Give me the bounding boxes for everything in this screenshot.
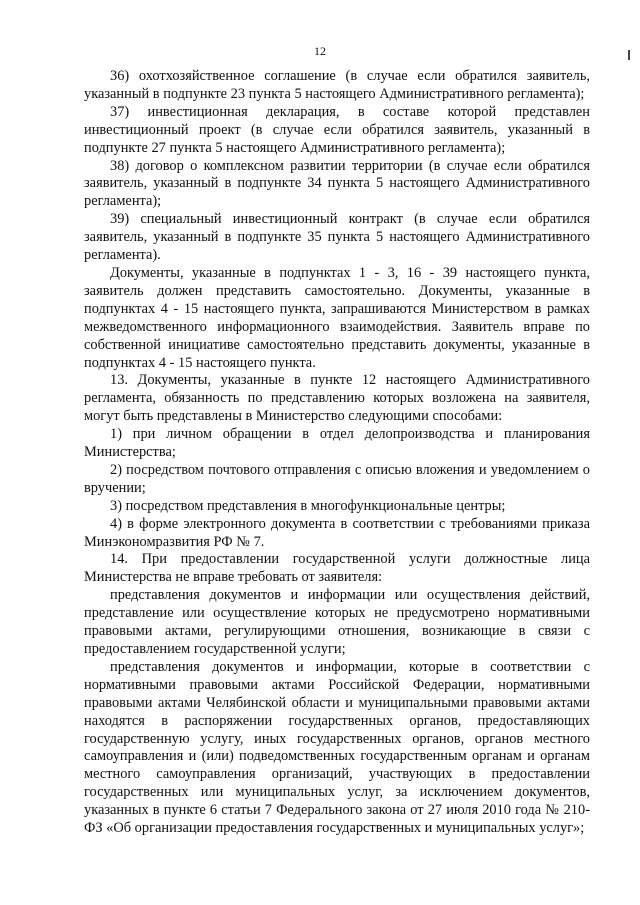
paragraph-method-4: 4) в форме электронного документа в соответствии с требованиями приказа Минэкономразвития РФ № 7.: [84, 515, 590, 550]
paragraph-method-2: 2) посредством почтового отправления с описью вложения и уведомлением о вручении;: [84, 461, 590, 496]
paragraph-section-14: 14. При предоставлении государственной услуги должностные лица Министерства не вправе требовать от заявителя:: [84, 551, 590, 586]
paragraph-prohibition-2: представления документов и информации, которые в соответствии с нормативными правовыми актами Российской Федерации, нормативными правовыми актами Челябинской области и муниципальными правовыми актами находятся в распоряжении государственных органов, предоставляющих государственную услугу, иных государственных органов, органов местного самоуправления и (или) подведомственных государственным органам и органам местного самоуправления организаций, участвующих в предоставлении государственных или муниципальных услуг, за исключением документов, указанных в пункте 6 статьи 7 Федерального закона от 27 июля 2010 года № 210-ФЗ «Об организации предоставления государственных и муниципальных услуг»;: [84, 658, 590, 837]
paragraph-section-13: 13. Документы, указанные в пункте 12 настоящего Административного регламента, обязанность по представлению которых возложена на заявителя, могут быть представлены в Министерство следующими способами:: [84, 372, 590, 425]
page-number: 12: [314, 44, 326, 58]
margin-mark: [628, 50, 630, 60]
paragraph-prohibition-1: представления документов и информации или осуществления действий, представление или осуществление которых не предусмотрено нормативными правовыми актами, регулирующими отношения, возникающие в связи с предоставлением государственной услуги;: [84, 587, 590, 657]
paragraph-documents-note: Документы, указанные в подпунктах 1 - 3, 16 - 39 настоящего пункта, заявитель должен представить самостоятельно. Документы, указанные в подпунктах 4 - 15 настоящего пункта, запрашиваются Министерством в рамках межведомственного информационного взаимодействия. Заявитель вправе по собственной инициативе самостоятельно представить документы, указанные в подпунктах 4 - 15 настоящего пункта.: [84, 264, 590, 371]
paragraph-item-38: 38) договор о комплексном развитии территории (в случае если обратился заявитель, указанный в подпункте 34 пункта 5 настоящего Административного регламента);: [84, 157, 590, 210]
paragraph-item-36: 36) охотхозяйственное соглашение (в случае если обратился заявитель, указанный в подпункте 23 пункта 5 настоящего Административного регламента);: [84, 68, 590, 102]
paragraph-method-1: 1) при личном обращении в отдел делопроизводства и планирования Министерства;: [84, 426, 590, 461]
document-body: [84, 68, 590, 838]
paragraph-method-3: 3) посредством представления в многофункциональные центры;: [110, 497, 506, 514]
paragraph-item-39: 39) специальный инвестиционный контракт (в случае если обратился заявитель, указанный в подпункте 35 пункта 5 настоящего Административного регламента).: [84, 211, 590, 264]
paragraph-item-37: 37) инвестиционная декларация, в составе которой представлен инвестиционный проект (в случае если обратился заявитель, указанный в подпункте 27 пункта 5 настоящего Административного регламента);: [84, 103, 590, 156]
